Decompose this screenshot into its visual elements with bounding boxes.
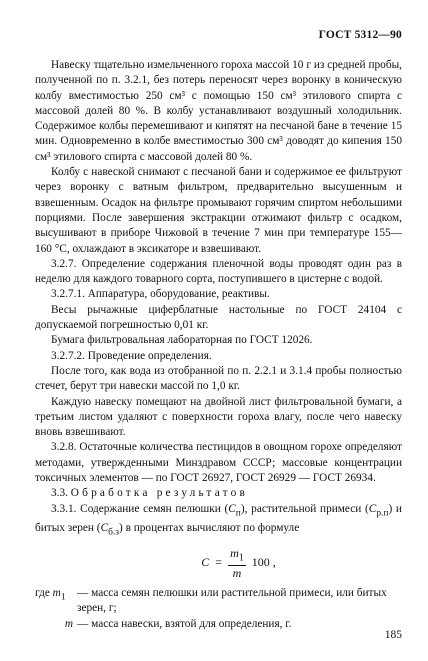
formula	[75, 546, 402, 580]
paragraph-filtration: Колбу с навеской снимают с песчаной бани и содержимое ее фильтруют через воронку с ватным фильтром, предварительно высушенным и взвешенным. Осадок на фильтре промывают горячим спиртом небольшими порциями. После завершения экстракции отжимают фильтр с осадком, высушивают в приборе Чижовой в течение 7 мин при температуре 155—160 °С, охлаждают в эксикаторе и взвешивают.	[35, 166, 402, 255]
where-m: m — масса навески, взятой для определения, г.	[35, 617, 402, 632]
formula-lhs: C	[201, 555, 210, 570]
paragraph-filter-paper: Бумага фильтровальная лабораторная по ГОСТ 12026.	[51, 334, 313, 347]
section-number: 3.3.	[51, 487, 68, 500]
where-m1: где $m_1$ — масса семян пелюшки или растительной примеси, или битых зерен, г;	[35, 586, 402, 617]
formula-fraction	[228, 546, 246, 580]
section-heading	[35, 486, 402, 501]
standard-header: ГОСТ 5312—90	[318, 29, 402, 41]
formula-numerator: $m_1$	[228, 546, 246, 566]
formula-factor: 100 ,	[251, 555, 276, 570]
section-title: Обработка результатов	[70, 487, 248, 500]
formula-equals: =	[215, 555, 223, 570]
paragraph-3-2-7-2: 3.2.7.2. Проведение определения.	[51, 349, 212, 362]
paragraph-3-2-8: 3.2.8. Остаточные количества пестицидов в овощном горохе определяют методами, утвержденными Минздравом СССР; массовые концентрации токсичных элементов — по ГОСТ 26927, ГОСТ 26929 — ГОСТ 26934.	[35, 441, 402, 485]
paragraph-three-samples: После того, как вода из отобранной по п. 2.2.1 и 3.1.4 пробы полностью стечет, берут три навески массой по 1,0 кг.	[35, 364, 402, 393]
paragraph-sample-weighing: Навеску тщательно измельченного гороха массой 10 г из средней пробы, полученной по п. 3.2.1, без потерь переносят через воронку в коническую колбу вместимостью 250 см³ с помощью 150 см³ этилового спирта с массовой долей 80 %. В колбу устанавливают воздушный холодильник. Содержимое колбы перемешивают и кипятят на песчаной бане в течение 15 мин. Одновременно в колбе вместимостью 300 см³ доводят до кипения 150 см³ этилового спирта с массовой долей 80 %.	[35, 59, 402, 163]
where-m-text: — масса навески, взятой для определения, г.	[77, 617, 292, 630]
paragraph-weighing-on-paper: Каждую навеску помещают на двойной лист фильтровальной бумаги, а третьим листом удаляют с поверхности гороха влагу, после чего навеску вновь взвешивают.	[35, 395, 402, 439]
formula-denominator: m	[232, 566, 242, 581]
where-m1-text: — масса семян пелюшки или растительной примеси, или битых зерен, г;	[77, 587, 387, 615]
document-body	[35, 58, 402, 632]
paragraph-scales: Весы рычажные циферблатные настольные по ГОСТ 24104 с допускаемой погрешностью 0,01 кг.	[35, 303, 402, 332]
paragraph-3-2-7-1: 3.2.7.1. Аппаратура, оборудование, реактивы.	[51, 288, 270, 301]
paragraph-3-3-1: 3.3.1. Содержание семян пелюшки $(C_п)$, растительной примеси $(C_{р.п})$ и битых зерен $(C_{б.з})$ в процентах вычисляют по формуле	[35, 502, 402, 538]
paragraph-3-2-7: 3.2.7. Определение содержания пленочной воды проводят один раз в неделю для каждого товарного сорта, поступившего в цистерне с водой.	[35, 257, 402, 286]
page-number: 185	[384, 629, 402, 641]
